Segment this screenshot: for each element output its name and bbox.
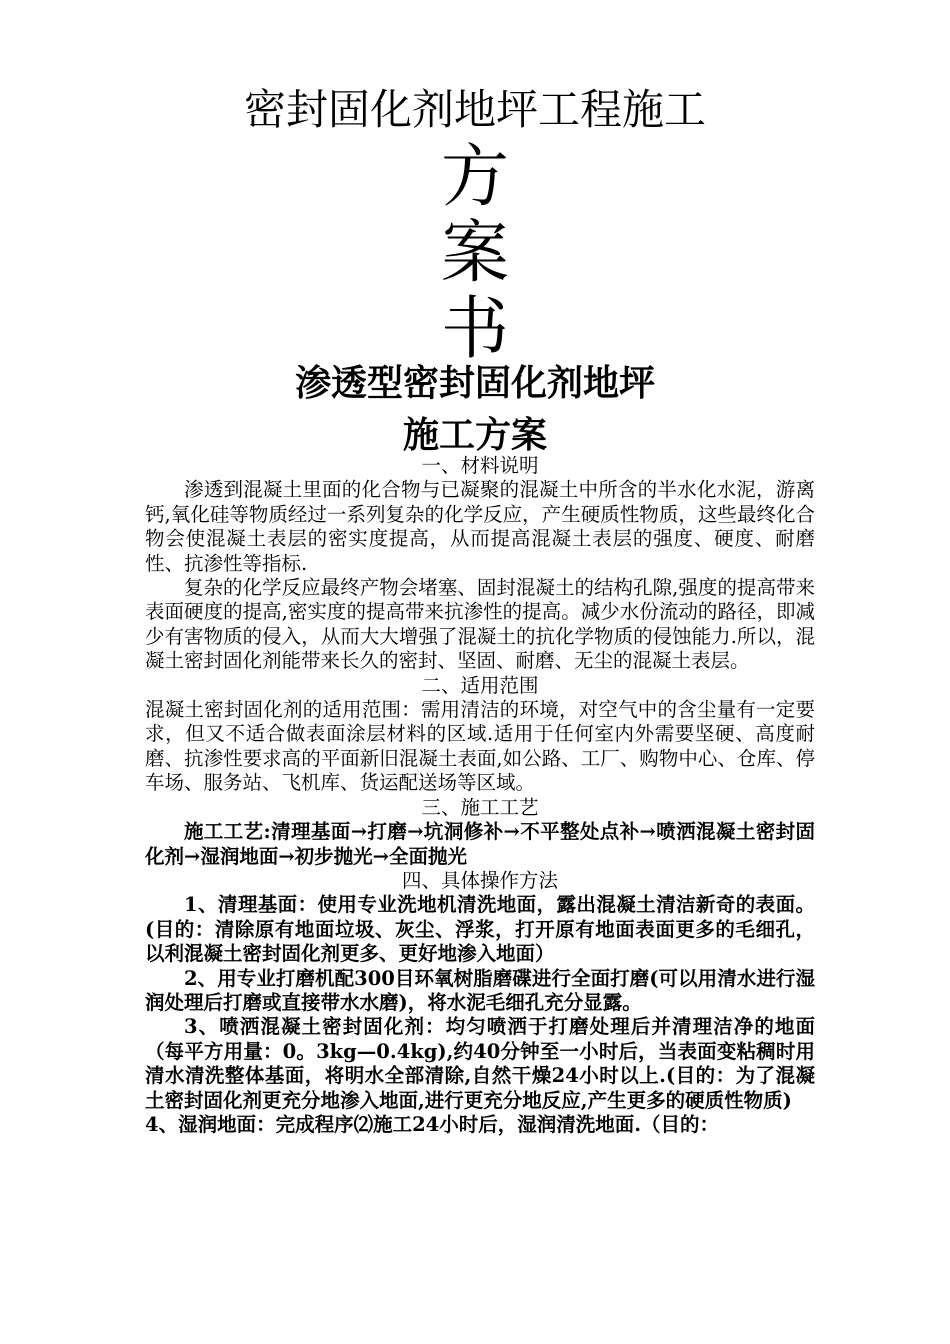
paragraph: 渗透到混凝土里面的化合物与已凝聚的混凝土中所含的半水化水泥，游离钙,氧化硅等物质经过一系列复杂的化学反应，产生硬质性物质，这些最终化合物会使混凝土表层的密实度提高，从而提高混凝土表层的强度、硬度、耐磨性、抗渗性等指标.: [145, 478, 815, 575]
step-paragraph: 4、湿润地面：完成程序⑵施工24小时后，湿润清洗地面.（目的：: [145, 1112, 719, 1136]
paragraph: 施工工艺:清理基面→打磨→坑洞修补→不平整处点补→喷洒混凝土密封固化剂→湿润地面→初步抛光→全面抛光: [145, 820, 815, 868]
paragraph: 复杂的化学反应最终产物会堵塞、固封混凝土的结构孔隙,强度的提高带来表面硬度的提高,密实度的提高带来抗渗性的提高。减少水份流动的路径，即减少有害物质的侵入，从而大大增强了混凝土的抗化学物质的侵蚀能力.所以，混凝土密封固化剂能带来长久的密封、坚固、耐磨、无尘的混凝土表层。: [145, 576, 815, 673]
document-body: [145, 454, 815, 1137]
step-paragraph: 1、清理基面：使用专业洗地机清洗地面，露出混凝土清洁新奇的表面。(目的：清除原有地面垃圾、灰尘、浮浆，打开原有地面表面更多的毛细孔，以利混凝土密封固化剂更多、更好地渗入地面）: [145, 893, 815, 966]
subtitle-line-2: 施工方案: [402, 414, 547, 456]
paragraph: 混凝土密封固化剂的适用范围：需用清洁的环境，对空气中的含尘量有一定要求，但又不适合做表面涂层材料的区域.适用于任何室内外需要坚硬、高度耐磨、抗渗性要求高的平面新旧混凝土表面,如公路、工厂、购物中心、仓库、停车场、服务站、飞机库、货运配送场等区域。: [145, 698, 815, 795]
section-heading-process: 三、施工工艺: [421, 795, 539, 819]
section-heading-materials: 一、材料说明: [421, 454, 539, 477]
step-paragraph: 3、喷洒混凝土密封固化剂：均匀喷洒于打磨处理后并清理洁净的地面（每平方用量：0。3kg—0.4kg),约40分钟至一小时后，当表面变粘稠时用清水清洗整体基面，将明水全部清除,自然干燥24小时以上.(目的：为了混凝土密封固化剂更充分地渗入地面,进行更充分地反应,产生更多的硬质性物质): [145, 1015, 815, 1112]
section-heading-operations: 四、具体操作方法: [401, 868, 558, 892]
title-char-an: 案: [440, 214, 509, 293]
section-heading-scope: 二、适用范围: [421, 673, 539, 697]
document-title: 密封固化剂地坪工程施工: [243, 85, 706, 134]
subtitle-line-1: 渗透型密封固化剂地坪: [294, 362, 655, 404]
title-char-shu: 书: [440, 290, 509, 369]
step-paragraph: 2、用专业打磨机配300目环氧树脂磨碟进行全面打磨(可以用清水进行湿润处理后打磨或直接带水水磨)，将水泥毛细孔充分显露。: [145, 966, 815, 1014]
title-char-fang: 方: [440, 138, 509, 217]
